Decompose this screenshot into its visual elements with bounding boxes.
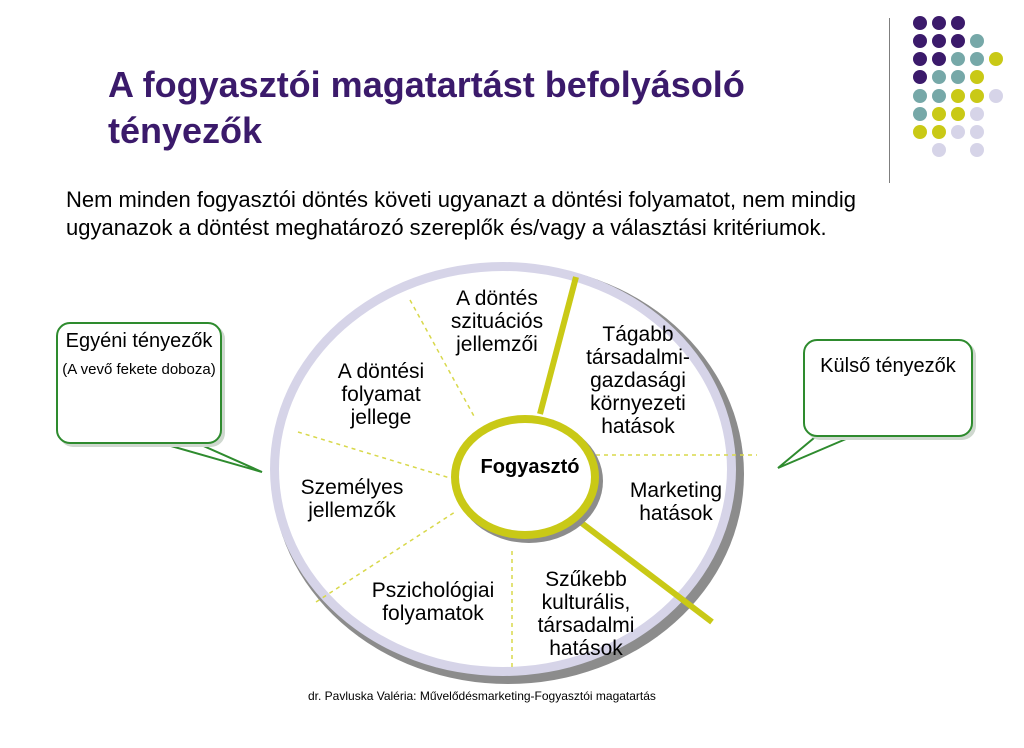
slide-title: A fogyasztói magatartást befolyásoló tényezők <box>108 64 745 151</box>
segment-marketing: Marketing hatások <box>629 479 723 525</box>
callout-individual-factors <box>56 322 222 444</box>
footer-credit: dr. Pavluska Valéria: Művelődésmarketing-Fogyasztói magatartás <box>308 689 656 703</box>
segment-decision-process: A döntési folyamat jellege <box>337 360 425 429</box>
segment-personal: Személyes jellemzők <box>300 476 404 522</box>
left-callout-tail <box>150 440 262 472</box>
segment-cultural: Szűkebb kulturális, társadalmi hatások <box>537 568 635 660</box>
segment-psychological: Pszichológiai folyamatok <box>371 579 495 625</box>
callout-external-factors <box>803 339 973 437</box>
right-callout-tail <box>778 433 860 468</box>
segment-socioeconomic: Tágabb társadalmi-gazdasági környezeti hatások <box>586 323 690 438</box>
segment-situation: A döntés szituációs jellemzői <box>450 287 544 356</box>
callout-individual-factors-sublabel: (A vevő fekete doboza) <box>62 361 216 378</box>
callout-individual-factors-label: Egyéni tényezők <box>65 330 213 352</box>
center-consumer-label: Fogyasztó <box>480 456 580 478</box>
intro-paragraph: Nem minden fogyasztói döntés követi ugyanazt a döntési folyamatot, nem mindig ugyanazok a döntést meghatározó szereplők és/vagy a választási kritériumok. <box>66 187 856 240</box>
callout-external-factors-label: Külső tényezők <box>820 355 956 377</box>
